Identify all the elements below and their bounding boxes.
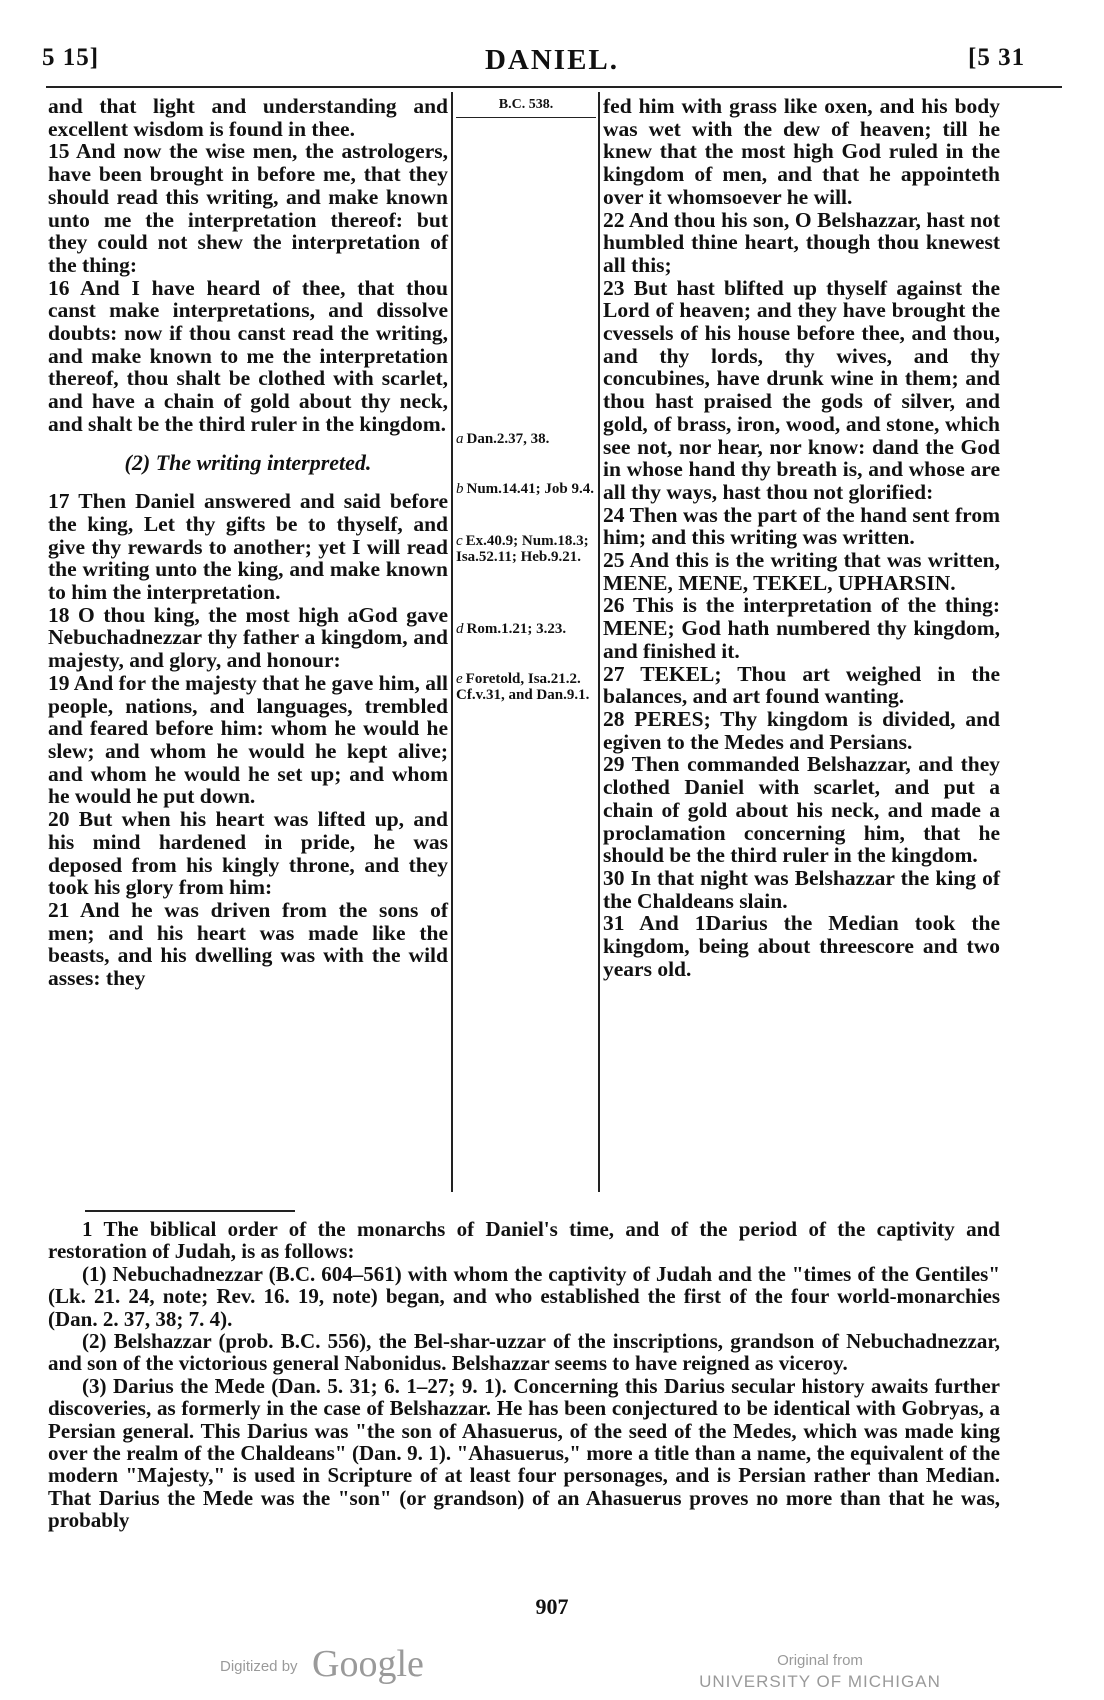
verse-paragraph: 25 And this is the writing that was written, MENE, MENE, TEKEL, UPHARSIN. <box>603 548 1000 595</box>
google-logo: Google <box>312 1643 424 1685</box>
verse-paragraph: 19 And for the majesty that he gave him, all people, nations, and languages, trembled and feared before him: whom he would he slew; and whom he would he kept alive; and whom he would he set up; and whom he would he put down. <box>48 670 448 809</box>
footnote-paragraph: (2) Belshazzar (prob. B.C. 556), the Bel-shar-uzzar of the inscriptions, grandson of Nebuchadnezzar, and son of the victorious general Nabonidus. Belshazzar seems to have reigned as viceroy. <box>48 1329 1000 1376</box>
cross-reference: d Rom.1.21; 3.23. <box>456 621 567 637</box>
verse-paragraph: 31 And 1Darius the Median took the kingdom, being about threescore and two years old. <box>603 911 1000 981</box>
footnote-paragraph: (3) Darius the Mede (Dan. 5. 31; 6. 1–27; 9. 1). Concerning this Darius secular history awaits further discoveries, as formerly in the case of Belshazzar. He has been conjectured to be identical with Gobryas, a Persian general. This Darius was "the son of Ahasuerus, of the seed of the Medes, which was made king over the realm of the Chaldeans" (Dan. 9. 1). "Ahasuerus," more a title than a name, the equivalent of the modern "Majesty," is used in Scripture of at least four personages, and is Persian rather than Median. That Darius the Mede was the "son" (or grandson) of an Ahasuerus proves no more than that he was, probably <box>48 1373 1000 1533</box>
left-text-column <box>48 95 448 990</box>
verse-paragraph: 26 This is the interpretation of the thing: MENE; God hath numbered thy kingdom, and finished it. <box>603 593 1000 663</box>
institution-label: UNIVERSITY OF MICHIGAN <box>699 1672 941 1691</box>
verse-paragraph: 29 Then commanded Belshazzar, and they clothed Daniel with scarlet, and put a chain of gold about his neck, and made a proclamation concerning him, that he should be the third ruler in the kingdom. <box>603 752 1000 868</box>
column-divider-right <box>598 92 600 1192</box>
verse-paragraph: 30 In that night was Belshazzar the king of the Chaldeans slain. <box>603 865 1000 913</box>
verse-paragraph: 28 PERES; Thy kingdom is divided, and egiven to the Medes and Persians. <box>603 706 1000 754</box>
verse-paragraph: 22 And thou his son, O Belshazzar, hast not humbled thine heart, though thou knewest all this; <box>603 207 1000 277</box>
era-date: B.C. 538. <box>498 97 554 112</box>
verse-paragraph: 20 But when his heart was lifted up, and his mind hardened in pride, he was deposed from his kingly throne, and they took his glory from him: <box>48 807 448 900</box>
right-text-column <box>603 95 1000 980</box>
cross-reference: b Num.14.41; Job 9.4. <box>456 481 595 497</box>
verse-paragraph: 24 Then was the part of the hand sent from him; and this writing was written. <box>603 502 1000 550</box>
running-head-left: 5 15] <box>42 44 100 71</box>
verse-paragraph: fed him with grass like oxen, and his body was wet with the dew of heaven; till he knew that the most high God ruled in the kingdom of men, and that he appointeth over it whomsoever he will. <box>603 94 1000 209</box>
verse-paragraph: 16 And I have heard of thee, that thou canst make interpretations, and dissolve doubts: now if thou canst read the writing, and make known to me the interpretation thereof, thou shalt be clothed with scarlet, and have a chain of gold about thy neck, and shalt be the third ruler in the kingdom. <box>48 275 448 436</box>
digitized-by-label: Digitized by <box>220 1658 298 1675</box>
page-number: 907 <box>535 1594 569 1619</box>
cross-reference: a Dan.2.37, 38. <box>456 431 550 447</box>
verse-paragraph: 18 O thou king, the most high aGod gave Nebuchadnezzar thy father a kingdom, and majesty, and glory, and honour: <box>48 602 448 673</box>
original-from-label: Original from <box>777 1652 863 1669</box>
verse-paragraph: 27 TEKEL; Thou art weighed in the balances, and art found wanting. <box>603 661 1000 709</box>
cross-reference: c Ex.40.9; Num.18.3; Isa.52.11; Heb.9.21. <box>456 533 589 565</box>
footnote-rule <box>85 1210 295 1212</box>
verse-paragraph: 15 And now the wise men, the astrologers, have been brought in before me, that they should read this writing, and make known unto me the interpretation thereof: but they could not shew the interpretation of the thing: <box>48 139 448 277</box>
footnote <box>48 1218 1000 1532</box>
verse-paragraph: 23 But hast blifted up thyself against the Lord of heaven; and they have brought the cvessels of his house before thee, and thou, and thy lords, thy wives, and thy concubines, have drunk wine in them; and thou hast praised the gods of silver, and gold, of brass, iron, wood, and stone, which see not, nor hear, nor know: dand the God in whose hand thy breath is, and whose are all thy ways, hast thou not glorified: <box>603 275 1000 504</box>
header-rule <box>46 86 1062 88</box>
cross-reference: e Foretold, Isa.21.2. Cf.v.31, and Dan.9.1. <box>456 671 590 703</box>
verse-paragraph: and that light and understanding and excellent wisdom is found in thee. <box>48 94 448 141</box>
footnote-paragraph: 1 The biblical order of the monarchs of Daniel's time, and of the period of the captivity and restoration of Judah, is as follows: <box>48 1217 1000 1264</box>
verse-paragraph: 21 And he was driven from the sons of men; and his heart was made like the beasts, and his dwelling was with the wild asses: they <box>48 897 448 991</box>
running-head-right: [5 31 <box>968 44 1026 71</box>
column-divider-left <box>451 92 453 1192</box>
era-rule <box>456 117 596 118</box>
verse-paragraph: 17 Then Daniel answered and said before the king, Let thy gifts be to thyself, and give thy rewards to another; yet I will read the writing unto the king, and make known to him the interpretation. <box>48 489 448 605</box>
footnote-paragraph: (1) Nebuchadnezzar (B.C. 604–561) with whom the captivity of Judah and the "times of the Gentiles" (Lk. 21. 24, note; Rev. 16. 19, note) began, and who established the first of the four world-monarchies (Dan. 2. 37, 38; 7. 4). <box>48 1261 1000 1331</box>
reference-column <box>456 97 596 118</box>
page-title: DANIEL. <box>484 44 620 76</box>
section-heading: (2) The writing interpreted. <box>124 449 372 475</box>
